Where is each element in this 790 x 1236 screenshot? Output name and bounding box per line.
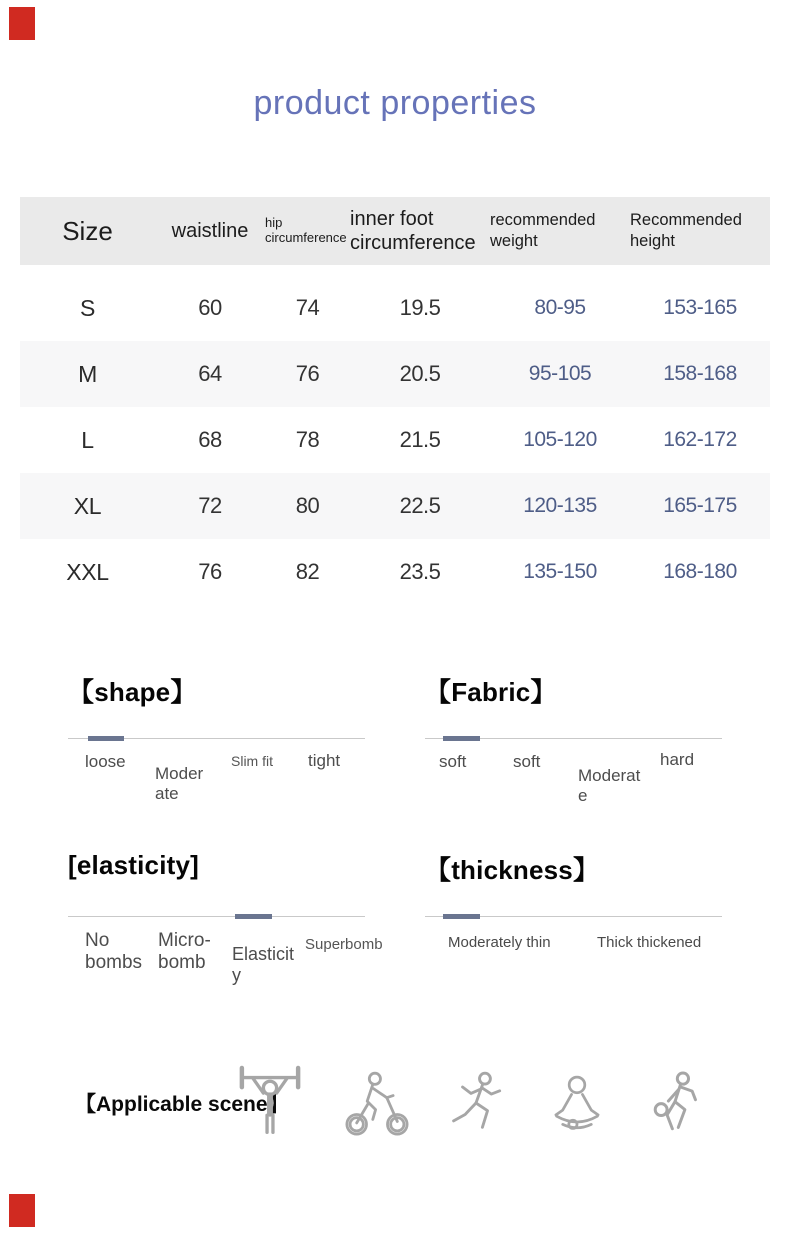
waistline-value: 60 <box>198 295 222 320</box>
inner-foot-value: 20.5 <box>399 361 441 386</box>
scale-label: Thick thickened <box>597 934 702 951</box>
shape-section <box>68 672 365 832</box>
waistline-value: 64 <box>198 361 222 386</box>
scale-line <box>68 916 365 917</box>
size-value: S <box>79 294 96 321</box>
waistline-value: 72 <box>198 493 222 518</box>
scale-label: hard <box>660 750 695 769</box>
scale-label: loose <box>85 752 126 771</box>
scale-label: soft <box>439 752 467 771</box>
scale-label: Elasticity <box>232 944 295 985</box>
yoga-icon <box>543 1072 611 1140</box>
elasticity-section <box>68 850 383 1010</box>
size-value: M <box>78 360 97 387</box>
weight-range: 135-150 <box>523 560 597 583</box>
red-corner-mark-bottom <box>9 1194 35 1227</box>
weightlifting-icon <box>233 1059 307 1142</box>
scale-label: Moderate <box>578 766 641 805</box>
hip-value: 82 <box>295 559 320 584</box>
cycling-icon <box>342 1068 412 1140</box>
fabric-scale <box>425 736 722 742</box>
thickness-section-title: 【thickness】 <box>425 855 600 885</box>
column-header-recommended-weight: recommended weight <box>490 210 596 250</box>
table-row <box>20 275 770 341</box>
scale-label: soft <box>513 752 541 771</box>
weight-range: 80-95 <box>534 296 586 319</box>
scale-label: Slim fit <box>231 753 273 769</box>
scale-label: Moderate <box>155 764 204 803</box>
size-value: L <box>81 426 94 453</box>
scale-label: Micro-bomb <box>158 930 211 973</box>
hip-value: 80 <box>295 493 320 518</box>
scale-label: Moderately thin <box>448 934 551 951</box>
basketball-icon <box>642 1064 708 1142</box>
column-header-inner-foot-circumference: inner foot circumference <box>350 208 476 254</box>
elasticity-scale <box>68 914 365 920</box>
column-header-recommended-height: Recommended height <box>630 210 742 250</box>
column-header-hip-circumference: hip circumference <box>265 215 347 245</box>
table-row <box>20 341 770 407</box>
red-corner-mark-top <box>9 7 35 40</box>
height-range: 158-168 <box>663 362 737 385</box>
inner-foot-value: 23.5 <box>399 559 441 584</box>
waistline-value: 68 <box>198 427 222 452</box>
table-row <box>20 473 770 539</box>
size-chart-table <box>20 197 770 605</box>
hip-value: 78 <box>295 427 320 452</box>
waistline-value: 76 <box>198 559 222 584</box>
scale-indicator <box>235 914 272 919</box>
table-row <box>20 407 770 473</box>
table-row <box>20 539 770 605</box>
height-range: 153-165 <box>663 296 737 319</box>
size-value: XXL <box>66 558 109 585</box>
inner-foot-value: 21.5 <box>399 427 441 452</box>
scale-label: tight <box>308 751 341 770</box>
shape-section-title: 【shape】 <box>68 677 197 707</box>
inner-foot-value: 22.5 <box>399 493 441 518</box>
height-range: 165-175 <box>663 494 737 517</box>
scale-label: Superbomb <box>305 936 383 953</box>
height-range: 162-172 <box>663 428 737 451</box>
thickness-scale <box>425 914 722 920</box>
scale-indicator <box>88 736 124 741</box>
scale-label: No bombs <box>85 930 143 973</box>
scale-indicator <box>443 736 480 741</box>
weight-range: 105-120 <box>523 428 597 451</box>
page-title: product properties <box>253 84 537 122</box>
weight-range: 120-135 <box>523 494 597 517</box>
hip-value: 74 <box>295 295 320 320</box>
size-value: XL <box>73 492 102 519</box>
applicable-scene-label: 【Applicable scene】 <box>75 1093 289 1116</box>
weight-range: 95-105 <box>528 362 592 385</box>
running-icon <box>444 1064 508 1142</box>
column-header-waistline: waistline <box>171 219 249 242</box>
scale-indicator <box>443 914 480 919</box>
fabric-section <box>425 672 722 832</box>
inner-foot-value: 19.5 <box>399 295 441 320</box>
thickness-section <box>425 850 722 1010</box>
table-header-row <box>20 197 770 265</box>
height-range: 168-180 <box>663 560 737 583</box>
fabric-section-title: 【Fabric】 <box>425 677 557 707</box>
shape-scale <box>68 736 365 742</box>
elasticity-section-title: [elasticity] <box>68 850 200 880</box>
table-body <box>20 275 770 605</box>
column-header-size: Size <box>62 215 113 246</box>
hip-value: 76 <box>295 361 320 386</box>
